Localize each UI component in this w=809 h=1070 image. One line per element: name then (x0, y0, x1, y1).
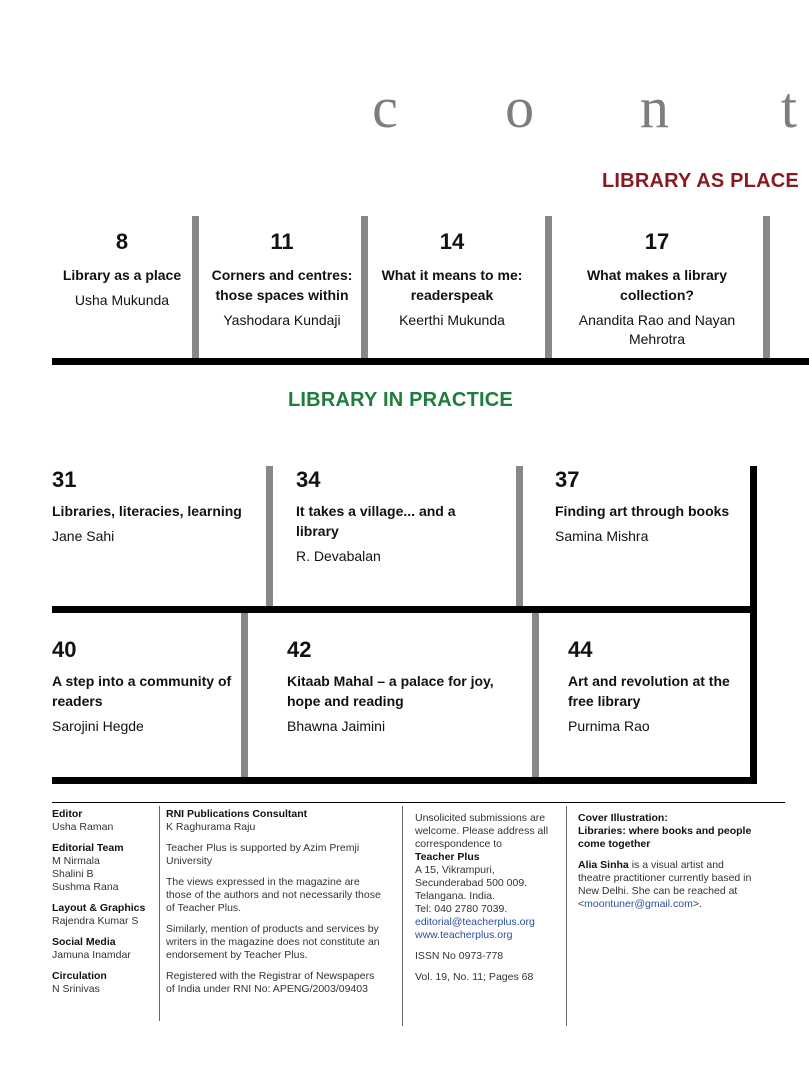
article-title: What it means to me: readerspeak (381, 267, 523, 303)
consultant-label: RNI Publications Consultant (166, 808, 308, 820)
heading-letter: c (372, 75, 398, 140)
issn-number: ISSN No 0973-778 (415, 950, 504, 962)
contents-heading (365, 75, 809, 140)
support-note: Teacher Plus is supported by Azim Premji University (166, 842, 360, 867)
address-line: Secunderabad 500 009. (415, 877, 528, 889)
heading-letter: o (505, 75, 535, 140)
toc-entry[interactable] (372, 229, 532, 330)
staff-credits (52, 808, 157, 1004)
article-title: Finding art through books (555, 503, 730, 519)
volume-info: Vol. 19, No. 11; Pages 68 (415, 971, 534, 983)
article-author: Jane Sahi (52, 528, 115, 544)
credit-name: Usha Raman (52, 821, 114, 833)
article-title: Art and revolution at the free library (568, 673, 730, 709)
heading-letter: t (780, 75, 798, 140)
cover-credits (578, 812, 753, 919)
toc-entry[interactable] (52, 467, 252, 546)
article-title: Library as a place (62, 267, 182, 283)
page-number: 17 (644, 229, 670, 254)
disclaimer-products: Similarly, mention of products and services by writers in the magazine does not constitute an endorsement by Teacher Plus. (166, 923, 380, 961)
credit-name: N Srinivas (52, 983, 100, 995)
column-divider (241, 613, 248, 777)
bio-text-end: >. (692, 898, 702, 910)
toc-entry[interactable] (555, 467, 730, 546)
credit-label: Editor (52, 808, 83, 820)
toc-entry[interactable] (52, 637, 237, 736)
article-author: Samina Mishra (555, 528, 649, 544)
article-author: Yashodara Kundaji (223, 312, 341, 328)
email-link[interactable]: editorial@teacherplus.org (415, 916, 535, 928)
right-rule (750, 466, 757, 784)
article-author: Bhawna Jaimini (287, 718, 386, 734)
section-title-library-in-practice: LIBRARY IN PRACTICE (288, 389, 513, 411)
publication-info (166, 808, 386, 1004)
article-author: Purnima Rao (568, 718, 650, 734)
artist-email-link[interactable]: moontuner@gmail.com (584, 898, 693, 910)
article-author: Keerthi Mukunda (399, 312, 505, 328)
toc-entry[interactable] (568, 637, 743, 736)
footer-divider (402, 806, 403, 1026)
article-title: A step into a community of readers (52, 673, 232, 709)
column-divider (545, 216, 552, 358)
section-rule (52, 777, 757, 784)
column-divider (763, 216, 770, 358)
cover-label: Cover Illustration: (578, 812, 668, 824)
address-line: A 15, Vikrampuri, (415, 864, 495, 876)
page-number: 40 (52, 637, 77, 662)
credit-name: Rajendra Kumar S (52, 915, 139, 927)
page-number: 14 (439, 229, 465, 254)
credit-label: Layout & Graphics (52, 902, 146, 914)
article-title: Kitaab Mahal – a palace for joy, hope and reading (287, 673, 494, 709)
column-divider (266, 466, 273, 606)
column-divider (516, 466, 523, 606)
article-author: Sarojini Hegde (52, 718, 144, 734)
phone-line: Tel: 040 2780 7039. (415, 903, 508, 915)
credit-label: Social Media (52, 936, 116, 948)
artist-name: Alia Sinha (578, 859, 629, 871)
credit-name: M Nirmala (52, 855, 100, 867)
contact-info (415, 812, 560, 992)
section-rule (52, 358, 809, 365)
cover-subtitle: Libraries: where books and people come together (578, 825, 752, 850)
page-number: 42 (287, 637, 312, 662)
column-divider (192, 216, 199, 358)
article-title: It takes a village... and a library (296, 503, 456, 539)
column-divider (532, 613, 539, 777)
section-title-library-as-place: LIBRARY AS PLACE (602, 170, 799, 192)
page-number: 8 (115, 229, 129, 254)
footer-divider (159, 806, 160, 1021)
article-author: Anandita Rao and Nayan Mehrotra (578, 312, 736, 347)
article-author: R. Devabalan (296, 548, 381, 564)
article-title: Corners and centres: those spaces within (211, 267, 353, 303)
heading-letter: n (639, 75, 669, 140)
toc-entry[interactable] (572, 229, 742, 349)
footer-divider (566, 806, 567, 1026)
consultant-name: K Raghurama Raju (166, 821, 256, 833)
article-title: Libraries, literacies, learning (52, 503, 242, 519)
credit-label: Circulation (52, 970, 107, 982)
artist-bio (578, 859, 753, 911)
toc-entry[interactable] (203, 229, 361, 330)
column-divider (361, 216, 368, 358)
website-link[interactable]: www.teacherplus.org (415, 929, 513, 941)
registration-note: Registered with the Registrar of Newspapers of India under RNI No: APENG/2003/09403 (166, 970, 375, 995)
credit-name: Shalini B (52, 868, 94, 880)
credit-name: Jamuna Inamdar (52, 949, 131, 961)
credit-name: Sushma Rana (52, 881, 119, 893)
page-number: 34 (296, 467, 321, 492)
page-number: 11 (270, 229, 294, 254)
article-author: Usha Mukunda (74, 292, 170, 308)
submissions-note: Unsolicited submissions are welcome. Please address all correspondence to (415, 812, 549, 850)
credit-label: Editorial Team (52, 842, 124, 854)
toc-entry[interactable] (52, 229, 192, 310)
row-rule (52, 606, 757, 613)
disclaimer-views: The views expressed in the magazine are those of the authors and not necessarily those of Teacher Plus. (166, 876, 381, 914)
org-name: Teacher Plus (415, 851, 480, 863)
page-number: 44 (568, 637, 593, 662)
page-number: 31 (52, 467, 77, 492)
footer-rule (52, 802, 785, 803)
address-line: Telangana. India. (415, 890, 495, 902)
toc-entry[interactable] (296, 467, 496, 566)
page-number: 37 (555, 467, 580, 492)
toc-entry[interactable] (287, 637, 507, 736)
article-title: What makes a library collection? (586, 267, 728, 303)
bio-text: is a visual artist and theatre practitioner currently based in New Delhi. She can be reached at < (578, 859, 752, 910)
